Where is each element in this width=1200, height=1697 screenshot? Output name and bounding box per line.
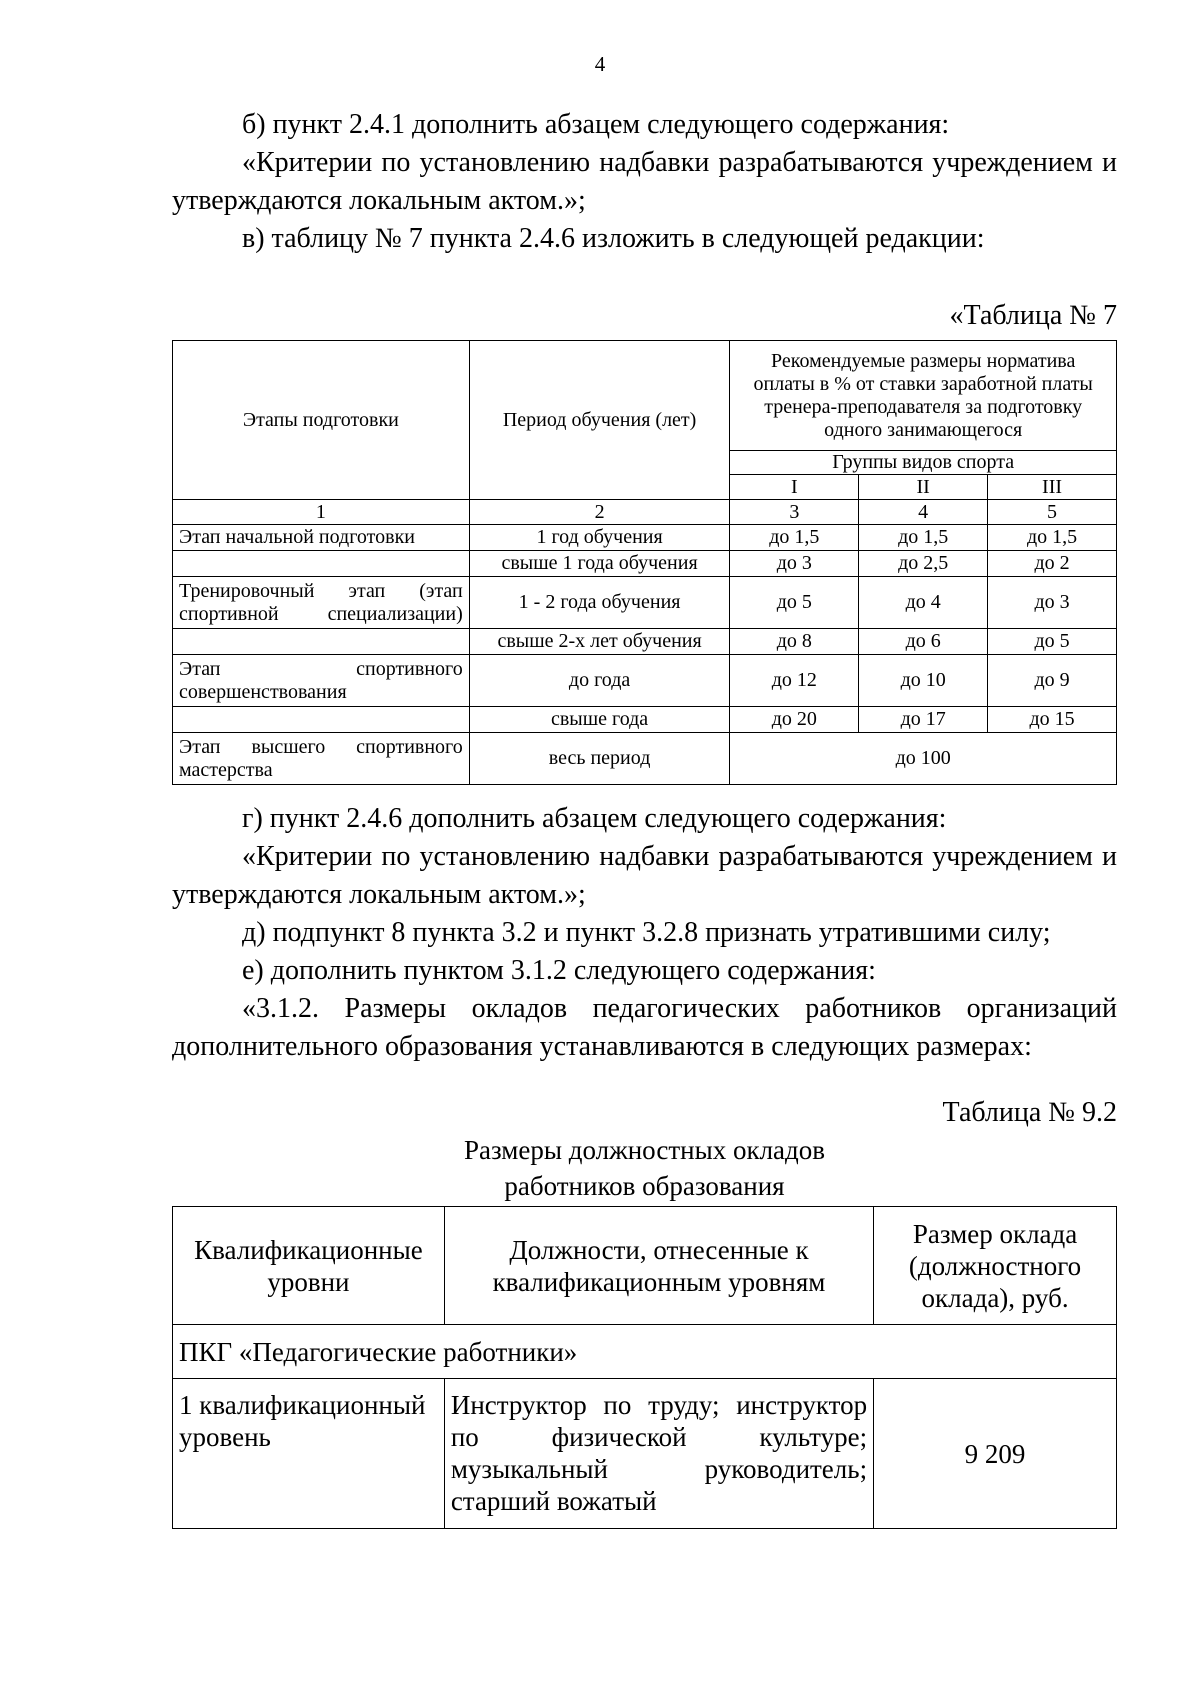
header-positions: Должности, отнесенные к квалификационным уровням: [444, 1207, 873, 1325]
paragraph: б) пункт 2.4.1 дополнить абзацем следующего содержания:: [242, 109, 950, 140]
group-row: [173, 1325, 1117, 1379]
middle-text-block: [172, 800, 1117, 1066]
header-stages: Этапы подготовки: [173, 341, 470, 500]
column-number: 2: [469, 500, 730, 525]
table7-caption: «Таблица № 7: [949, 300, 1117, 331]
table-row: [173, 733, 1117, 785]
stage-cell: Этап спортивного совершенствования: [173, 655, 470, 707]
table-header-row: [173, 341, 1117, 451]
paragraph: е) дополнить пунктом 3.1.2 следующего содержания:: [242, 955, 876, 986]
value-cell: до 1,5: [988, 525, 1117, 551]
value-cell: до 17: [859, 707, 988, 733]
column-number: 5: [988, 500, 1117, 525]
value-cell: до 8: [730, 629, 859, 655]
table-row: [173, 655, 1117, 707]
stage-cell: Тренировочный этап (этап спортивной специализации): [173, 577, 470, 629]
table-row: [173, 707, 1117, 733]
stage-cell: [173, 551, 470, 577]
period-cell: 1 год обучения: [469, 525, 730, 551]
table-9-2: [172, 1206, 1117, 1529]
top-text-block: [172, 106, 1117, 258]
table92-title-line1: Размеры должностных окладов: [463, 1135, 826, 1165]
period-cell: весь период: [469, 733, 730, 785]
header-salary: Размер оклада (должностного оклада), руб.: [874, 1207, 1117, 1325]
period-cell: свыше 2-х лет обучения: [469, 629, 730, 655]
stage-cell: [173, 707, 470, 733]
value-cell: до 4: [859, 577, 988, 629]
header-period: Период обучения (лет): [469, 341, 730, 500]
header-groups: Группы видов спорта: [730, 451, 1117, 475]
value-cell: до 5: [988, 629, 1117, 655]
merged-value-cell: до 100: [730, 733, 1117, 785]
period-cell: 1 - 2 года обучения: [469, 577, 730, 629]
column-number: 1: [173, 500, 470, 525]
value-cell: до 2: [988, 551, 1117, 577]
value-cell: до 1,5: [730, 525, 859, 551]
group-name: III: [988, 475, 1117, 500]
header-recommended: Рекомендуемые размеры норматива оплаты в % от ставки заработной платы тренера-преподавателя за подготовку одного занимающегося: [730, 341, 1117, 451]
paragraph: г) пункт 2.4.6 дополнить абзацем следующего содержания:: [242, 803, 947, 834]
value-cell: до 9: [988, 655, 1117, 707]
value-cell: до 2,5: [859, 551, 988, 577]
group-row-label: ПКГ «Педагогические работники»: [173, 1325, 1117, 1379]
table-row: [173, 551, 1117, 577]
value-cell: до 6: [859, 629, 988, 655]
value-cell: до 1,5: [859, 525, 988, 551]
table92-caption: Таблица № 9.2: [942, 1097, 1117, 1128]
positions-cell: Инструктор по труду; инструктор по физической культуре; музыкальный руководитель; старший вожатый: [444, 1379, 873, 1529]
salary-cell: 9 209: [874, 1379, 1117, 1529]
value-cell: до 20: [730, 707, 859, 733]
value-cell: до 10: [859, 655, 988, 707]
table-row: [173, 629, 1117, 655]
paragraph: в) таблицу № 7 пункта 2.4.6 изложить в следующей редакции:: [242, 223, 985, 254]
period-cell: до года: [469, 655, 730, 707]
page-number: 4: [594, 52, 606, 76]
paragraph: д) подпункт 8 пункта 3.2 и пункт 3.2.8 признать утратившими силу;: [242, 917, 1051, 948]
paragraph: «Критерии по установлению надбавки разрабатываются учреждением и утверждаются локальным актом.»;: [172, 841, 1117, 910]
value-cell: до 3: [988, 577, 1117, 629]
stage-cell: Этап начальной подготовки: [173, 525, 470, 551]
table-7: [172, 340, 1117, 785]
value-cell: до 15: [988, 707, 1117, 733]
table-header-row: [173, 1207, 1117, 1325]
header-levels: Квалификационные уровни: [173, 1207, 445, 1325]
paragraph: «3.1.2. Размеры окладов педагогических работников организаций дополнительного образования устанавливаются в следующих размерах:: [172, 993, 1117, 1062]
table-row: [173, 577, 1117, 629]
column-number: 4: [859, 500, 988, 525]
group-name: II: [859, 475, 988, 500]
value-cell: до 12: [730, 655, 859, 707]
level-cell: 1 квалификационный уровень: [173, 1379, 445, 1529]
group-name: I: [730, 475, 859, 500]
value-cell: до 5: [730, 577, 859, 629]
column-number-row: [173, 500, 1117, 525]
value-cell: до 3: [730, 551, 859, 577]
period-cell: свыше года: [469, 707, 730, 733]
table92-title-line2: работников образования: [504, 1171, 785, 1201]
period-cell: свыше 1 года обучения: [469, 551, 730, 577]
stage-cell: [173, 629, 470, 655]
stage-cell: Этап высшего спортивного мастерства: [173, 733, 470, 785]
column-number: 3: [730, 500, 859, 525]
paragraph: «Критерии по установлению надбавки разрабатываются учреждением и утверждаются локальным актом.»;: [172, 147, 1117, 216]
table-row: [173, 1379, 1117, 1529]
table-row: [173, 525, 1117, 551]
